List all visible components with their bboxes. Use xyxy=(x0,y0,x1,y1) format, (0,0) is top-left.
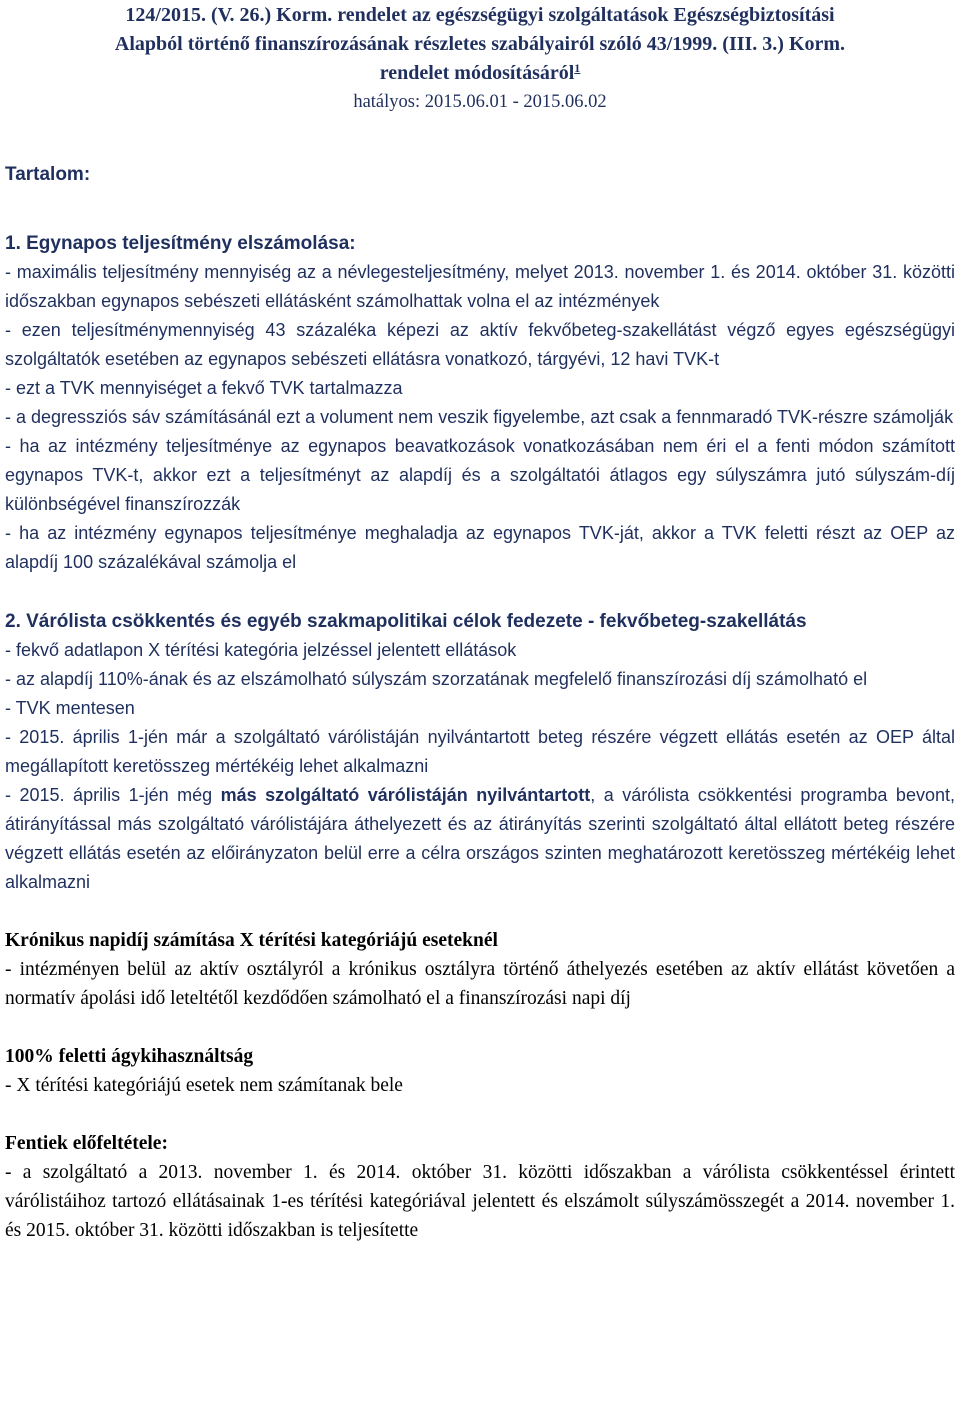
section-4-heading: 100% feletti ágykihasználtság xyxy=(5,1046,254,1067)
section-3-heading: Krónikus napidíj számítása X térítési kategóriájú eseteknél xyxy=(5,930,498,951)
section-2-item: - az alapdíj 110%-ának és az elszámolható súlyszám szorzatának megfelelő finanszírozási díj számolható el xyxy=(5,669,868,689)
section-1-item: - a degressziós sáv számításánál ezt a volument nem veszik figyelembe, azt csak a fennmaradó TVK-részre számolják xyxy=(5,407,954,427)
section-2-item-last xyxy=(5,781,955,897)
section-2-item: - TVK mentesen xyxy=(5,698,135,718)
title-line-3 xyxy=(5,59,955,88)
title-line-3-text: rendelet módosításáról xyxy=(379,62,575,84)
section-2-last-bold: más szolgáltató várólistáján nyilvántartott xyxy=(220,785,591,805)
title-line-2: Alapból történő finanszírozásának részletes szabályairól szóló 43/1999. (III. 3.) Korm. xyxy=(114,33,846,55)
section-2-last-pre: - 2015. április 1-jén még xyxy=(5,785,221,805)
section-1-body xyxy=(5,258,955,577)
document-title xyxy=(5,1,955,116)
title-line-1: 124/2015. (V. 26.) Korm. rendelet az egészségügyi szolgáltatások Egészségbiztosítási xyxy=(125,4,835,26)
section-2-last-post: , a várólista csökkentési programba bevont, átirányítással más szolgáltató várólistájára áthelyezett és az átirányítás szerinti szolgáltató által ellátott beteg részére végzett ellátás esetén az előirányzaton belül erre a célra országos szinten meghatározott keretösszeg mértékéig lehet alkalmazni xyxy=(5,785,955,892)
section-5-body xyxy=(5,1158,955,1245)
section-1-item: - ezen teljesítménymennyiség 43 százaléka képezi az aktív fekvőbeteg-szakellátást végző egyes egészségügyi szolgáltatók esetében az egynapos sebészeti ellátásra vonatkozó, tárgyévi, 12 havi TVK-t xyxy=(5,320,955,369)
section-1-item: - ha az intézmény teljesítménye az egynapos beavatkozások vonatkozásában nem éri el a fenti módon számított egynapos TVK-t, akkor ezt a teljesítményt az alapdíj és a szolgáltatói átlagos egy súlyszámra jutó súlyszám-díj különbségével finanszírozzák xyxy=(5,436,955,514)
section-4-body xyxy=(5,1071,955,1100)
section-2-body xyxy=(5,636,955,897)
section-3-item: - intézményen belül az aktív osztályról a krónikus osztályra történő áthelyezés esetében az aktív ellátást követően a normatív ápolási idő leteltétől kezdődően számolható el a finanszírozási napi díj xyxy=(5,959,955,1009)
section-2-item: - fekvő adatlapon X térítési kategória jelzéssel jelentett ellátások xyxy=(5,640,517,660)
section-4-item: - X térítési kategóriájú esetek nem számítanak bele xyxy=(5,1075,403,1096)
document-page xyxy=(5,0,955,1245)
section-1-item: - maximális teljesítmény mennyiség az a névlegesteljesítmény, melyet 2013. november 1. és 2014. október 31. közötti időszakban egynapos sebészeti ellátásként számolhattak volna el az intézmények xyxy=(5,262,955,311)
section-2 xyxy=(5,607,955,897)
section-2-heading: 2. Várólista csökkentés és egyéb szakmapolitikai célok fedezete - fekvőbeteg-szakellátás xyxy=(5,611,807,632)
section-5-heading: Fentiek előfeltétele: xyxy=(5,1133,168,1154)
validity-dates: hatályos: 2015.06.01 - 2015.06.02 xyxy=(353,92,607,112)
section-1-item: - ezt a TVK mennyiséget a fekvő TVK tartalmazza xyxy=(5,378,403,398)
toc-heading: Tartalom: xyxy=(5,164,91,185)
footnote-link[interactable]: 1 xyxy=(574,61,581,75)
section-3-body xyxy=(5,955,955,1013)
section-2-item: - 2015. április 1-jén már a szolgáltató várólistáján nyilvántartott beteg részére végzett ellátás esetén az OEP által megállapított keretösszeg mértékéig lehet alkalmazni xyxy=(5,727,955,776)
section-5-item: - a szolgáltató a 2013. november 1. és 2014. október 31. közötti időszakban a várólista csökkentéssel érintett várólistáihoz tartozó ellátásainak 1-es térítési kategóriával jelentett és elszámolt súlyszámösszegét a 2014. november 1. és 2015. október 31. közötti időszakban is teljesítette xyxy=(5,1162,955,1241)
section-1-heading: 1. Egynapos teljesítmény elszámolása: xyxy=(5,233,356,254)
section-1-item: - ha az intézmény egynapos teljesítménye meghaladja az egynapos TVK-ját, akkor a TVK feletti részt az OEP az alapdíj 100 százalékával számolja el xyxy=(5,523,955,572)
